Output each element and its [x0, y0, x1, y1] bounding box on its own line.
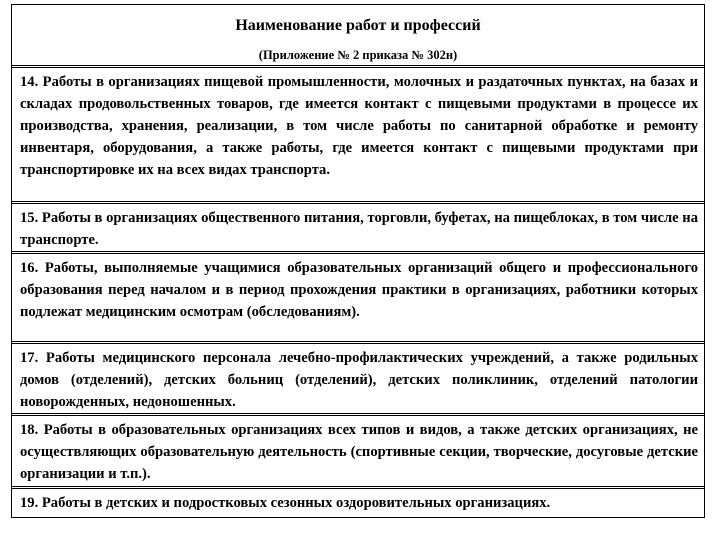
- table-row-19: 19. Работы в детских и подростковых сезонных оздоровительных организациях.: [20, 495, 551, 511]
- table-row-17: 17. Работы медицинского персонала лечебно-профилактических учреждений, а также родильных домов (отделений), детских больниц (отделений), детских поликлиник, отделений патологии новорожденных, недоношенных.: [12, 344, 704, 416]
- table-header: [12, 5, 704, 68]
- table-title: Наименование работ и профессий: [235, 17, 481, 34]
- table-row-16: 16. Работы, выполняемые учащимися образовательных организаций общего и профессионального образования перед началом и в период прохождения практики в организациях, работники которых подлежат медицинским осмотрам (обследованиям).: [12, 254, 704, 344]
- table-row-18: 18. Работы в образовательных организациях всех типов и видов, а также детских организациях, не осуществляющих образовательную деятельность (спортивные секции, творческие, досуговые детские организации и т.п.).: [12, 416, 704, 489]
- table-subtitle: (Приложение № 2 приказа № 302н): [258, 48, 458, 62]
- table-row-15: 15. Работы в организациях общественного питания, торговли, буфетах, на пищеблоках, в том числе на транспорте.: [12, 204, 704, 254]
- table-row-14: 14. Работы в организациях пищевой промышленности, молочных и раздаточных пунктах, на базах и складах продовольственных товаров, где имеется контакт с пищевыми продуктами в процессе их производства, хранения, реализации, в том числе работы по санитарной обработке и ремонту инвентаря, оборудования, а также работы, где имеется контакт с пищевыми продуктами при транспортировке их на всех видах транспорта.: [12, 68, 704, 204]
- professions-table: [11, 4, 705, 518]
